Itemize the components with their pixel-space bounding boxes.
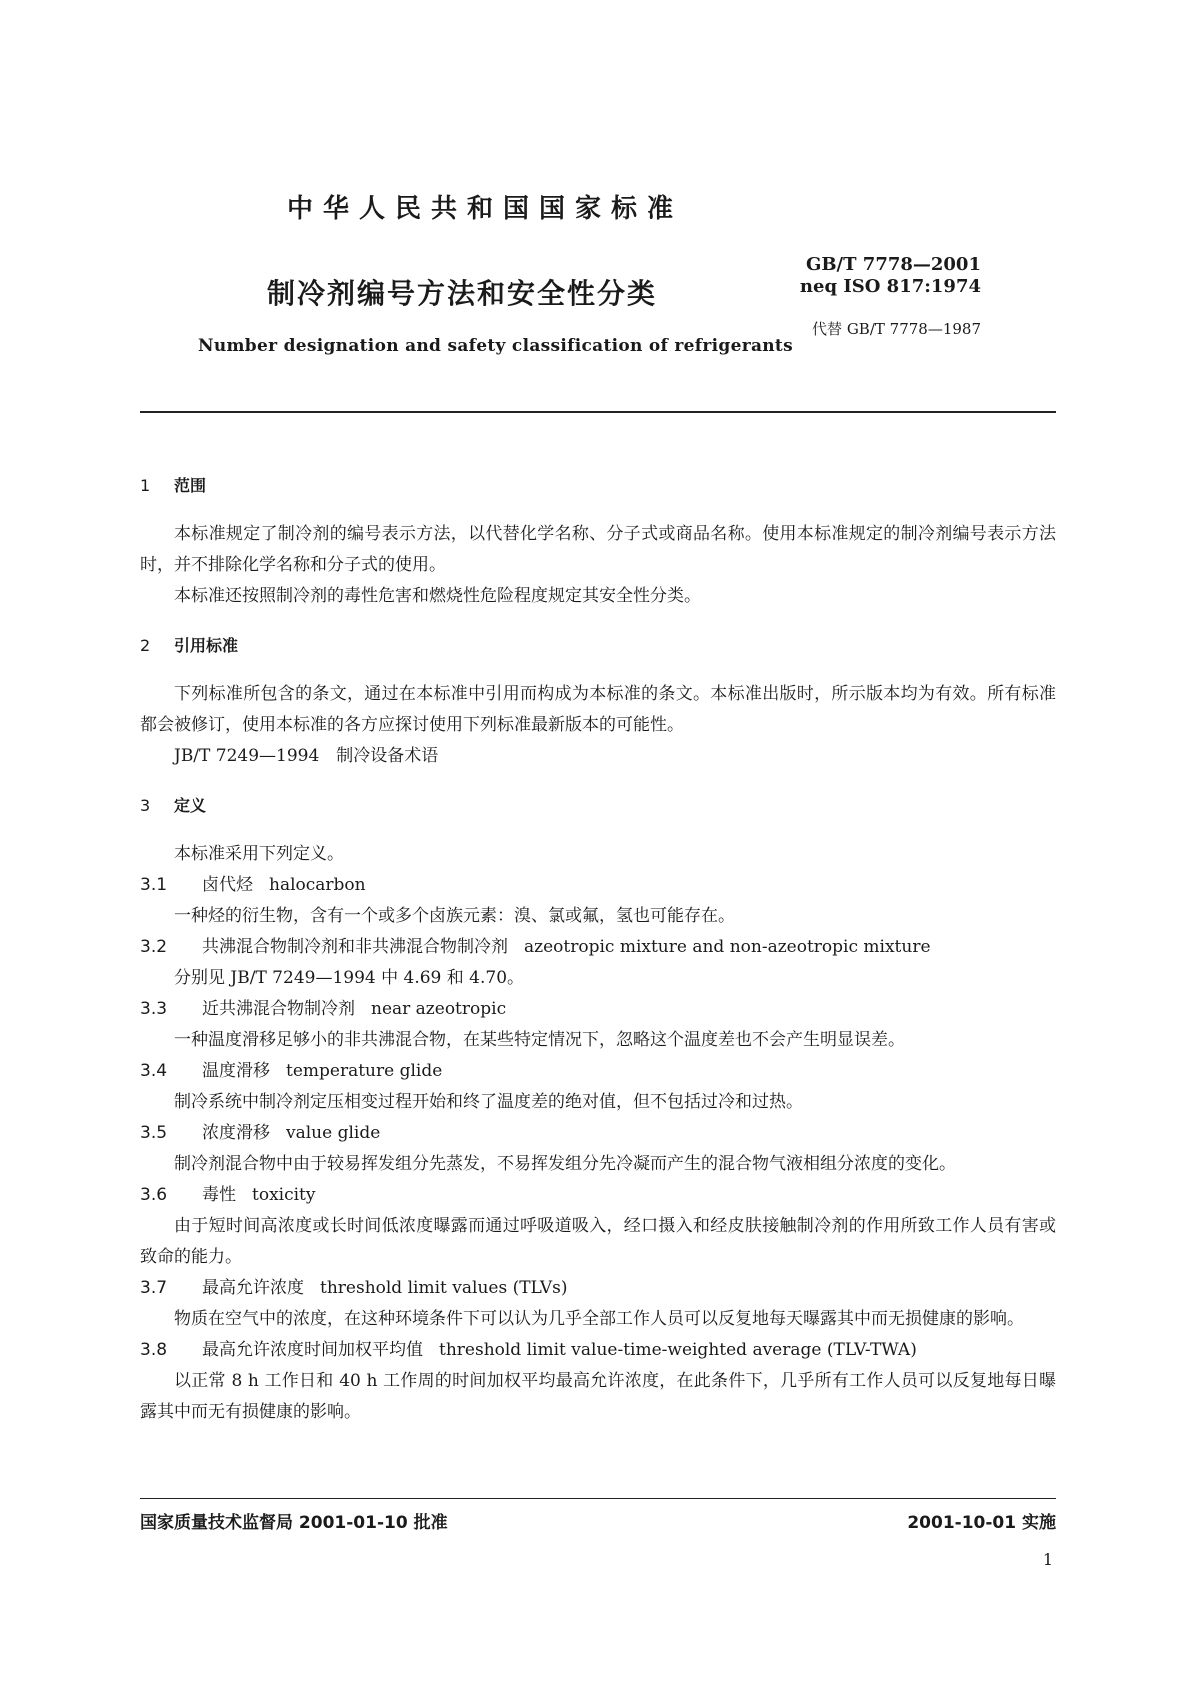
definition-text: 物质在空气中的浓度，在这种环境条件下可以认为几乎全部工作人员可以反复地每天曝露其中而无损健康的影响。: [174, 1309, 1024, 1329]
standard-code: GB/T 7778—2001: [805, 254, 981, 275]
definition-term: 卤代烃: [202, 875, 253, 895]
definition-heading: [140, 932, 1056, 963]
definition-heading: [140, 994, 1056, 1025]
document-body: [140, 470, 1056, 1428]
section-number: 2: [140, 636, 151, 655]
definition-heading: [140, 1335, 1056, 1366]
definition-term-english: value glide: [286, 1123, 381, 1143]
definition-term-english: threshold limit values (TLVs): [320, 1278, 568, 1298]
definition-text: 以正常 8 h 工作日和 40 h 工作周的时间加权平均最高允许浓度，在此条件下，几乎所有工作人员可以反复地每日曝露其中而无有损健康的影响。: [140, 1371, 1056, 1422]
header-divider: [140, 411, 1056, 413]
national-standard-heading: 中华人民共和国国家标准: [287, 194, 684, 224]
definition-number: 3.2: [140, 937, 168, 957]
replaces-note: 代替 GB/T 7778—1987: [812, 320, 981, 338]
paragraph: 本标准规定了制冷剂的编号表示方法，以代替化学名称、分子式或商品名称。使用本标准规定的制冷剂编号表示方法时，并不排除化学名称和分子式的使用。: [140, 524, 1056, 575]
definition-term: 最高允许浓度: [202, 1278, 304, 1298]
definition-term: 近共沸混合物制冷剂: [202, 999, 355, 1019]
footer-divider: [140, 1498, 1056, 1499]
definition-term-english: toxicity: [252, 1185, 316, 1205]
definition-heading: [140, 1273, 1056, 1304]
definition-term: 浓度滑移: [202, 1123, 270, 1143]
equivalence-note: neq ISO 817:1974: [799, 276, 981, 297]
section-number: 3: [140, 796, 151, 815]
paragraph: 本标准采用下列定义。: [174, 844, 344, 864]
definition-term-english: near azeotropic: [371, 999, 507, 1019]
definition-term: 温度滑移: [202, 1061, 270, 1081]
page-number: 1: [1042, 1550, 1053, 1569]
normative-reference: JB/T 7249—1994 制冷设备术语: [174, 746, 439, 766]
definition-number: 3.8: [140, 1340, 168, 1360]
definition-number: 3.7: [140, 1278, 168, 1298]
definition-text: 由于短时间高浓度或长时间低浓度曝露而通过呼吸道吸入，经口摄入和经皮肤接触制冷剂的作用所致工作人员有害或致命的能力。: [140, 1216, 1056, 1267]
definition-heading: [140, 870, 1056, 901]
definition-term: 最高允许浓度时间加权平均值: [202, 1340, 423, 1360]
definition-text: 制冷系统中制冷剂定压相变过程开始和终了温度差的绝对值，但不包括过冷和过热。: [174, 1092, 803, 1112]
definition-number: 3.3: [140, 999, 168, 1019]
approval-date: 国家质量技术监督局 2001-01-10 批准: [140, 1513, 448, 1533]
section-title: 引用标准: [174, 636, 239, 655]
section-title: 范围: [174, 476, 207, 495]
definition-heading: [140, 1056, 1056, 1087]
definition-term-english: temperature glide: [286, 1061, 443, 1081]
definition-text: 制冷剂混合物中由于较易挥发组分先蒸发，不易挥发组分先冷凝而产生的混合物气液相组分浓度的变化。: [174, 1154, 956, 1174]
definition-term-english: halocarbon: [269, 875, 366, 895]
definition-number: 3.4: [140, 1061, 168, 1081]
section-heading: [140, 630, 1056, 661]
definition-term: 共沸混合物制冷剂和非共沸混合物制冷剂: [202, 937, 508, 957]
paragraph: 下列标准所包含的条文，通过在本标准中引用而构成为本标准的条文。本标准出版时，所示版本均为有效。所有标准都会被修订，使用本标准的各方应探讨使用下列标准最新版本的可能性。: [140, 684, 1056, 735]
definition-text: 分别见 JB/T 7249—1994 中 4.69 和 4.70。: [174, 968, 525, 988]
definition-number: 3.6: [140, 1185, 168, 1205]
definition-term-english: azeotropic mixture and non-azeotropic mixture: [524, 937, 931, 957]
definition-text: 一种烃的衍生物，含有一个或多个卤族元素：溴、氯或氟，氢也可能存在。: [174, 906, 735, 926]
standard-code-block: [764, 254, 981, 340]
definition-heading: [140, 1180, 1056, 1211]
definition-heading: [140, 1118, 1056, 1149]
document-title-english: Number designation and safety classification of refrigerants: [198, 336, 793, 356]
document-title: 制冷剂编号方法和安全性分类: [267, 277, 658, 310]
section-heading: [140, 470, 1056, 501]
definition-text: 一种温度滑移足够小的非共沸混合物，在某些特定情况下，忽略这个温度差也不会产生明显误差。: [174, 1030, 905, 1050]
definition-term: 毒性: [202, 1185, 236, 1205]
section-title: 定义: [174, 796, 207, 815]
paragraph: 本标准还按照制冷剂的毒性危害和燃烧性危险程度规定其安全性分类。: [174, 586, 701, 606]
definition-term-english: threshold limit value-time-weighted average (TLV-TWA): [439, 1340, 917, 1360]
definition-number: 3.1: [140, 875, 168, 895]
section-heading: [140, 790, 1056, 821]
definition-number: 3.5: [140, 1123, 168, 1143]
implementation-date: 2001-10-01 实施: [907, 1513, 1056, 1533]
section-number: 1: [140, 476, 151, 495]
